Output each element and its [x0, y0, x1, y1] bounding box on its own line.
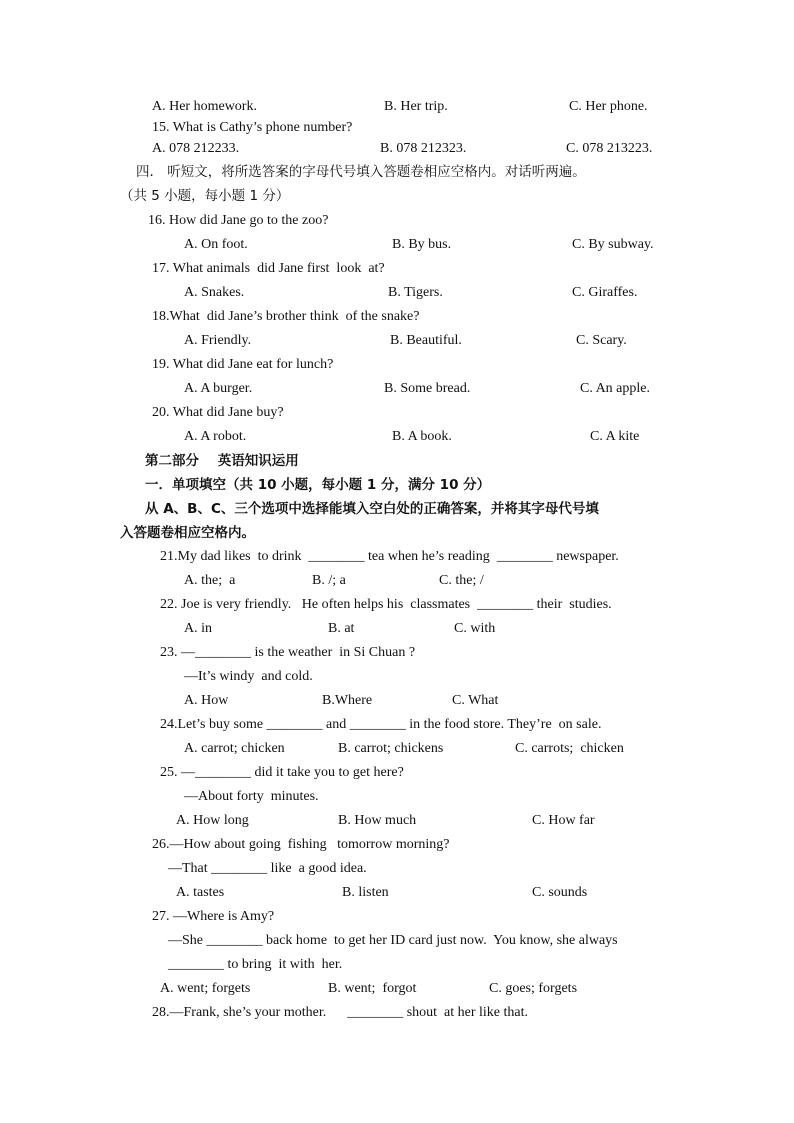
- q25-option-c: C. How far: [532, 813, 595, 828]
- q16-option-a: A. On foot.: [184, 237, 248, 252]
- q24-option-a: A. carrot; chicken: [184, 741, 285, 756]
- q22-stem: 22. Joe is very friendly. He often helps his classmates ________ their studies.: [160, 597, 612, 612]
- q27-line2: —She ________ back home to get her ID card just now. You know, she always: [168, 933, 618, 948]
- q15-option-b: B. 078 212323.: [380, 141, 467, 156]
- part2-instruction-line1: 从 A、B、C、三个选项中选择能填入空白处的正确答案，并将其字母代号填: [145, 501, 599, 517]
- q18-option-a: A. Friendly.: [184, 333, 252, 348]
- q25-option-b: B. How much: [338, 813, 417, 828]
- part2-title: 第二部分 英语知识运用: [145, 453, 299, 469]
- q24-option-c: C. carrots; chicken: [515, 741, 624, 756]
- q16-option-c: C. By subway.: [572, 237, 654, 252]
- q18-option-c: C. Scary.: [576, 333, 627, 348]
- q19-option-b: B. Some bread.: [384, 381, 471, 396]
- q27-line3: ________ to bring it with her.: [168, 957, 343, 972]
- q21-option-b: B. /; a: [312, 573, 346, 588]
- q23-option-c: C. What: [452, 693, 499, 708]
- q25-answer: —About forty minutes.: [184, 789, 319, 804]
- q24-option-b: B. carrot; chickens: [338, 741, 444, 756]
- q18-option-b: B. Beautiful.: [390, 333, 462, 348]
- q21-option-a: A. the; a: [184, 573, 236, 588]
- q16-stem: 16. How did Jane go to the zoo?: [148, 213, 329, 228]
- q15-option-a: A. 078 212233.: [152, 141, 240, 156]
- q27-option-a: A. went; forgets: [160, 981, 251, 996]
- q27-option-c: C. goes; forgets: [489, 981, 578, 996]
- q15-stem: 15. What is Cathy’s phone number?: [152, 120, 353, 135]
- q17-option-c: C. Giraffes.: [572, 285, 638, 300]
- q27-option-b: B. went; forgot: [328, 981, 417, 996]
- q24-stem: 24.Let’s buy some ________ and ________ in the food store. They’re on sale.: [160, 717, 602, 732]
- q14-option-a: A. Her homework.: [152, 99, 257, 114]
- q19-option-c: C. An apple.: [580, 381, 650, 396]
- q26-stem: 26.—How about going fishing tomorrow morning?: [152, 837, 450, 852]
- q14-option-b: B. Her trip.: [384, 99, 448, 114]
- q17-option-a: A. Snakes.: [184, 285, 245, 300]
- q26-option-c: C. sounds: [532, 885, 588, 900]
- q17-option-b: B. Tigers.: [388, 285, 443, 300]
- q23-answer: —It’s windy and cold.: [184, 669, 313, 684]
- q21-stem: 21.My dad likes to drink ________ tea when he’s reading ________ newspaper.: [160, 549, 619, 564]
- q20-option-c: C. A kite: [590, 429, 640, 444]
- q25-stem: 25. —________ did it take you to get here?: [160, 765, 404, 780]
- q20-stem: 20. What did Jane buy?: [152, 405, 284, 420]
- q27-stem: 27. —Where is Amy?: [152, 909, 275, 924]
- q21-option-c: C. the; /: [439, 573, 484, 588]
- section4-heading: 四． 听短文，将所选答案的字母代号填入答题卷相应空格内。对话听两遍。: [136, 164, 586, 180]
- q23-option-b: B.Where: [322, 693, 373, 708]
- q25-option-a: A. How long: [176, 813, 249, 828]
- part2-subheading: 一．单项填空（共 10 小题，每小题 1 分，满分 10 分）: [145, 477, 491, 493]
- q22-option-c: C. with: [454, 621, 496, 636]
- q26-option-b: B. listen: [342, 885, 389, 900]
- q20-option-a: A. A robot.: [184, 429, 247, 444]
- q14-option-c: C. Her phone.: [569, 99, 648, 114]
- q19-option-a: A. A burger.: [184, 381, 253, 396]
- q22-option-b: B. at: [328, 621, 355, 636]
- q26-answer: —That ________ like a good idea.: [168, 861, 367, 876]
- q16-option-b: B. By bus.: [392, 237, 452, 252]
- q26-option-a: A. tastes: [176, 885, 225, 900]
- q18-stem: 18.What did Jane’s brother think of the snake?: [152, 309, 420, 324]
- q23-option-a: A. How: [184, 693, 229, 708]
- part2-instruction-line2: 入答题卷相应空格内。: [120, 525, 255, 541]
- section4-subheading: （共 5 小题，每小题 1 分）: [120, 188, 290, 204]
- q22-option-a: A. in: [184, 621, 212, 636]
- q15-option-c: C. 078 213223.: [566, 141, 653, 156]
- q28-stem: 28.—Frank, she’s your mother. ________ shout at her like that.: [152, 1005, 529, 1020]
- q19-stem: 19. What did Jane eat for lunch?: [152, 357, 334, 372]
- q17-stem: 17. What animals did Jane first look at?: [152, 261, 385, 276]
- q23-stem: 23. —________ is the weather in Si Chuan ?: [160, 645, 416, 660]
- q20-option-b: B. A book.: [392, 429, 452, 444]
